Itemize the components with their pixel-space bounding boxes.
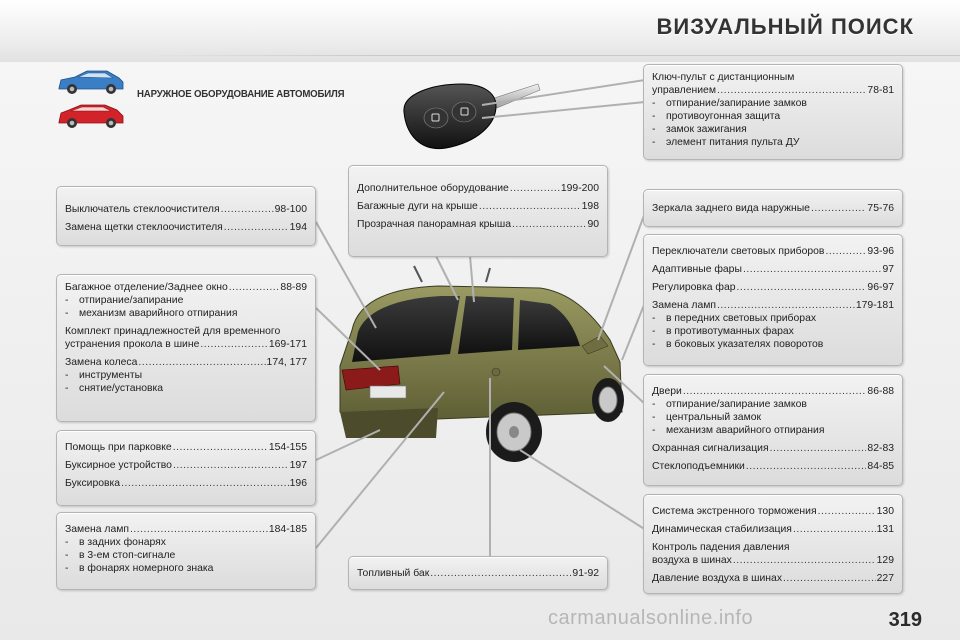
entry-label: Выключатель стеклоочистителя: [65, 204, 220, 215]
entry-label: Динамическая стабилизация: [652, 524, 792, 535]
sub-entry: - в противотуманных фарах: [652, 325, 894, 338]
entry-label: Давление воздуха в шинах: [652, 573, 783, 584]
index-entry[interactable]: [357, 200, 599, 213]
entry-label: Прозрачная панорамная крыша: [357, 219, 512, 230]
car-thumbnail-red[interactable]: [55, 100, 127, 130]
dot-leader: [173, 459, 289, 472]
entry-label: Регулировка фар: [652, 282, 736, 293]
dot-leader: [746, 460, 867, 473]
callout-roof: [348, 165, 608, 257]
sub-entry: - элемент питания пульта ДУ: [652, 136, 894, 149]
sub-entry: - в фонарях номерного знака: [65, 562, 307, 575]
dot-leader: [733, 554, 876, 567]
dot-leader: [510, 182, 560, 195]
index-entry[interactable]: [652, 460, 894, 473]
callout-key-fob: [643, 64, 903, 160]
entry-label: Замена щетки стеклоочистителя: [65, 222, 223, 233]
dot-leader: [138, 356, 265, 369]
entry-label: Замена ламп: [65, 524, 129, 535]
index-entry[interactable]: [357, 567, 599, 580]
dot-leader: [825, 245, 866, 258]
entry-label: Охранная сигнализация: [652, 443, 769, 454]
dot-leader: [479, 200, 581, 213]
page-reference[interactable]: 88-89: [280, 282, 307, 293]
page-reference[interactable]: 194: [289, 222, 307, 233]
sub-entry: - отпирание/запирание: [65, 294, 307, 307]
dot-leader: [229, 281, 280, 294]
index-entry[interactable]: [652, 263, 894, 276]
entry-label: Помощь при парковке: [65, 442, 172, 453]
index-entry[interactable]: [652, 84, 894, 97]
page-reference[interactable]: 78-81: [867, 85, 894, 96]
index-entry[interactable]: [65, 459, 307, 472]
sub-entry: - инструменты: [65, 369, 307, 382]
index-entry[interactable]: [65, 356, 307, 369]
page-reference[interactable]: 196: [289, 478, 307, 489]
dot-leader: [793, 523, 876, 536]
page-reference[interactable]: 227: [876, 573, 894, 584]
dot-leader: [717, 299, 855, 312]
page-reference[interactable]: 129: [876, 555, 894, 566]
entry-label: воздуха в шинах: [652, 555, 732, 566]
index-entry[interactable]: [652, 202, 894, 215]
sub-entry: - в 3-ем стоп-сигнале: [65, 549, 307, 562]
page-reference[interactable]: 130: [876, 506, 894, 517]
callout-wiper: [56, 186, 316, 246]
dot-leader: [512, 218, 586, 231]
sub-entry: - замок зажигания: [652, 123, 894, 136]
index-entry[interactable]: [65, 338, 307, 351]
entry-text: Комплект принадлежностей для временного: [65, 326, 281, 337]
page-reference[interactable]: 174, 177: [266, 357, 307, 368]
index-entry[interactable]: [652, 554, 894, 567]
page-reference[interactable]: 131: [876, 524, 894, 535]
dot-leader: [200, 338, 268, 351]
callout-lights: [643, 234, 903, 366]
page-reference[interactable]: 75-76: [867, 203, 894, 214]
entry-label: Система экстренного торможения: [652, 506, 817, 517]
index-entry[interactable]: [65, 477, 307, 490]
dot-leader: [811, 202, 866, 215]
entry-label: Стеклоподъемники: [652, 461, 745, 472]
page-reference[interactable]: 97: [882, 264, 894, 275]
index-entry[interactable]: [652, 523, 894, 536]
page-reference[interactable]: 82-83: [867, 443, 894, 454]
page-reference[interactable]: 198: [581, 201, 599, 212]
entry-label: Топливный бак: [357, 568, 430, 579]
index-entry[interactable]: [357, 218, 599, 231]
entry-label: Адаптивные фары: [652, 264, 742, 275]
car-thumbnail-blue[interactable]: [55, 66, 127, 96]
callout-rear-lamps: [56, 512, 316, 590]
dot-leader: [221, 203, 274, 216]
page-reference[interactable]: 91-92: [572, 568, 599, 579]
sub-entry: - противоугонная защита: [652, 110, 894, 123]
entry-label: Замена колеса: [65, 357, 138, 368]
sub-entry: - в боковых указателях поворотов: [652, 338, 894, 351]
index-entry[interactable]: [357, 182, 599, 195]
callout-safety-systems: [643, 494, 903, 594]
car-rear-illustration: [318, 262, 638, 470]
dot-leader: [430, 567, 571, 580]
sub-entry: - механизм аварийного отпирания: [652, 424, 894, 437]
index-entry[interactable]: [652, 245, 894, 258]
callout-fuel-tank: [348, 556, 608, 590]
entry-text: Контроль падения давления: [652, 542, 790, 553]
page-reference[interactable]: 98-100: [274, 204, 307, 215]
entry-text: Ключ-пульт с дистанционным: [652, 72, 795, 83]
page-reference[interactable]: 96-97: [867, 282, 894, 293]
section-title: НАРУЖНОЕ ОБОРУДОВАНИЕ АВТОМОБИЛЯ: [137, 88, 345, 100]
index-entry[interactable]: [652, 299, 894, 312]
index-entry[interactable]: [652, 442, 894, 455]
dot-leader: [683, 385, 867, 398]
page-number: 319: [888, 609, 922, 631]
page-reference[interactable]: 184-185: [268, 524, 307, 535]
entry-label: управлением: [652, 85, 716, 96]
sub-entry: - механизм аварийного отпирания: [65, 307, 307, 320]
callout-parking: [56, 430, 316, 506]
sub-entry: - в передних световых приборах: [652, 312, 894, 325]
entry-label: Буксировка: [65, 478, 121, 489]
index-entry[interactable]: [652, 385, 894, 398]
dot-leader: [224, 221, 289, 234]
dot-leader: [121, 477, 289, 490]
entry-label: устранения прокола в шине: [65, 339, 200, 350]
entry-label: Двери: [652, 386, 682, 397]
dot-leader: [173, 441, 268, 454]
key-fob-illustration: [392, 72, 542, 162]
page-reference[interactable]: 90: [587, 219, 599, 230]
watermark: carmanualsonline.info: [548, 607, 754, 629]
sub-entry: - центральный замок: [652, 411, 894, 424]
entry-label: Замена ламп: [652, 300, 716, 311]
entry-label: Зеркала заднего вида наружные: [652, 203, 810, 214]
entry-label: Багажные дуги на крыше: [357, 201, 478, 212]
page-title: ВИЗУАЛЬНЫЙ ПОИСК: [656, 14, 914, 39]
page-reference[interactable]: 169-171: [268, 339, 307, 350]
dot-leader: [743, 263, 882, 276]
entry-label: Буксирное устройство: [65, 460, 172, 471]
callout-trunk: [56, 274, 316, 422]
page-reference[interactable]: 197: [289, 460, 307, 471]
page-reference[interactable]: 199-200: [560, 183, 599, 194]
sub-entry: - отпирание/запирание замков: [652, 97, 894, 110]
page-reference[interactable]: 86-88: [867, 386, 894, 397]
callout-doors: [643, 374, 903, 486]
page-reference[interactable]: 93-96: [867, 246, 894, 257]
callout-mirrors: [643, 189, 903, 227]
index-entry[interactable]: [652, 572, 894, 585]
dot-leader: [130, 523, 268, 536]
index-entry[interactable]: [65, 221, 307, 234]
entry-label: Дополнительное оборудование: [357, 183, 509, 194]
dot-leader: [818, 505, 876, 518]
dot-leader: [737, 281, 867, 294]
dot-leader: [783, 572, 876, 585]
index-entry[interactable]: [65, 203, 307, 216]
page-reference[interactable]: 179-181: [855, 300, 894, 311]
entry-label: Багажное отделение/Заднее окно: [65, 282, 228, 293]
sub-entry: - снятие/установка: [65, 382, 307, 395]
dot-leader: [717, 84, 866, 97]
index-entry[interactable]: [65, 281, 307, 294]
index-entry[interactable]: [652, 505, 894, 518]
index-entry[interactable]: [65, 523, 307, 536]
sub-entry: - в задних фонарях: [65, 536, 307, 549]
entry-label: Переключатели световых приборов: [652, 246, 825, 257]
sub-entry: - отпирание/запирание замков: [652, 398, 894, 411]
dot-leader: [770, 442, 867, 455]
index-entry[interactable]: [65, 441, 307, 454]
index-entry[interactable]: [652, 281, 894, 294]
page-reference[interactable]: 84-85: [867, 461, 894, 472]
page-reference[interactable]: 154-155: [268, 442, 307, 453]
